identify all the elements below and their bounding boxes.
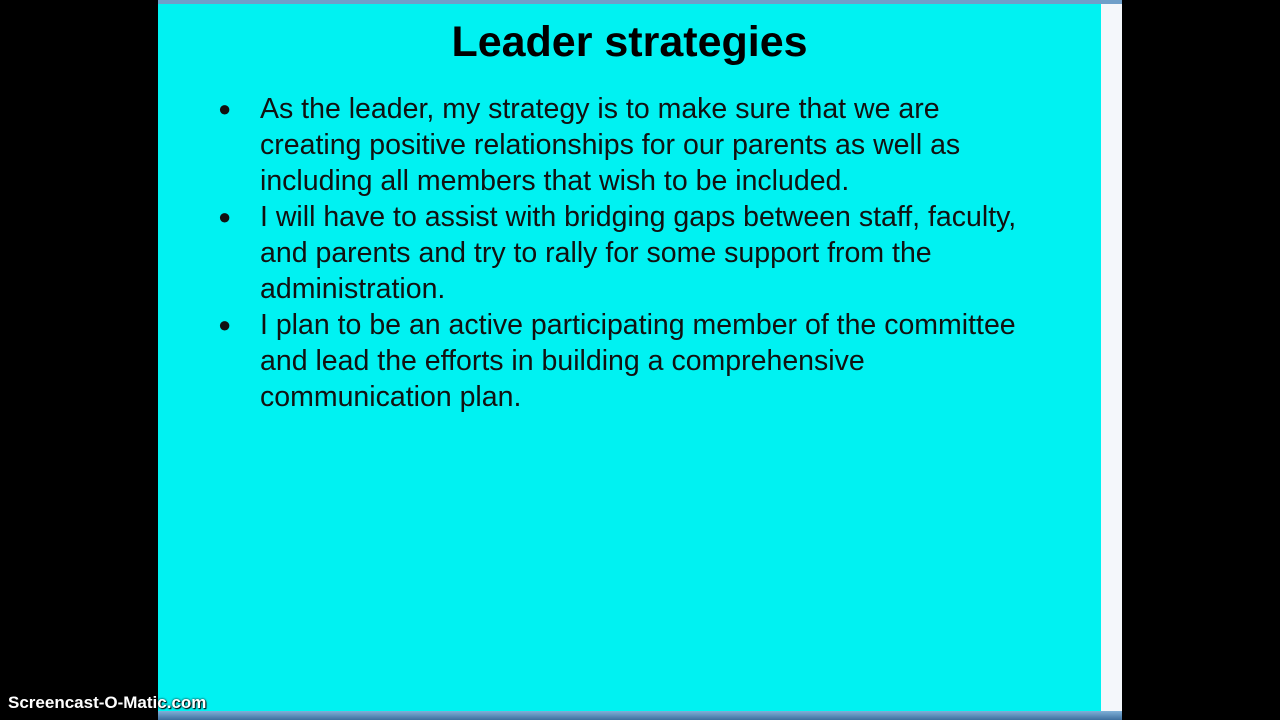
bullet-text: I will have to assist with bridging gaps between staff, faculty, and parents and try to rally for some support from the administration. xyxy=(260,201,1017,305)
bottom-window-edge xyxy=(158,711,1122,720)
presentation-slide xyxy=(158,4,1101,711)
bullet-list xyxy=(218,91,1048,415)
bullet-text: I plan to be an active participating member of the committee and lead the efforts in building a comprehensive communication plan. xyxy=(260,309,1016,413)
bullet-dot-icon: ● xyxy=(218,96,232,121)
bullet-item xyxy=(218,91,1048,199)
right-window-strip xyxy=(1101,4,1122,712)
slide-title: Leader strategies xyxy=(451,18,808,66)
bullet-text: As the leader, my strategy is to make sure that we are creating positive relationships for our parents as well as including all members that wish to be included. xyxy=(260,93,961,197)
bullet-item xyxy=(218,199,1048,307)
bullet-item xyxy=(218,307,1048,415)
watermark: Screencast-O-Matic.com xyxy=(8,693,207,712)
bullet-dot-icon: ● xyxy=(218,204,232,229)
bullet-dot-icon: ● xyxy=(218,312,232,337)
